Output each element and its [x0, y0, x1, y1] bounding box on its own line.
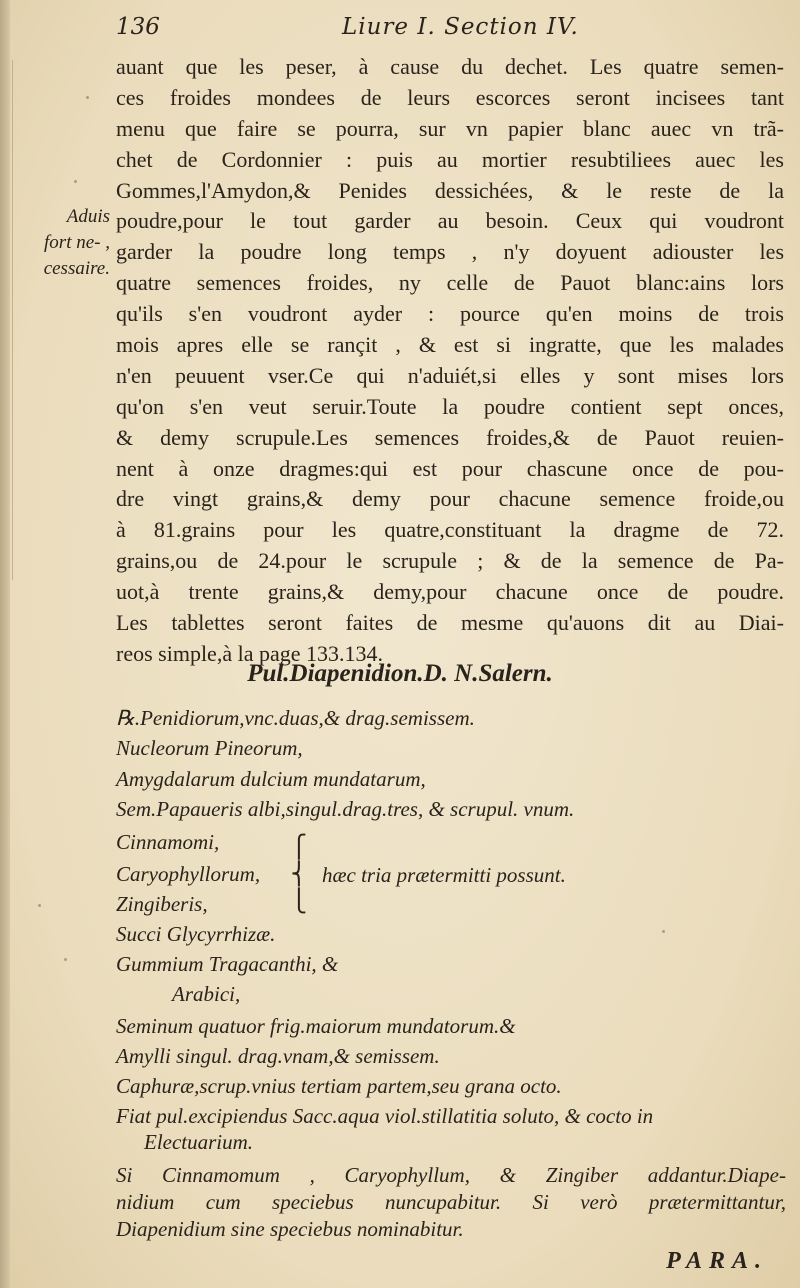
- body-line: reos simple,à la page 133.134.: [116, 640, 383, 666]
- marginal-note: [2, 204, 110, 282]
- marginal-note-line: fort ne- ,: [44, 232, 110, 253]
- ingredient-line: ℞.Penidiorum,vnc.duas,& drag.semissem.: [116, 706, 475, 730]
- ink-speck: [74, 180, 77, 183]
- ingredient-line: Arabici,: [172, 982, 241, 1006]
- body-paragraph: [116, 52, 784, 670]
- ingredient-line: Sem.Papaueris albi,singul.drag.tres, & scrupul. vnum.: [116, 797, 575, 821]
- body-line: grains,ou de 24.pour le scrupule ; & de la semence de Pa-: [116, 548, 784, 574]
- closing-note-line: Diapenidium sine speciebus nominabitur.: [116, 1217, 464, 1241]
- closing-note: [116, 1162, 786, 1243]
- ingredient-line: Fiat pul.excipiendus Sacc.aqua viol.stillatitia soluto, & cocto in: [116, 1104, 654, 1128]
- body-line: poudre,pour le tout garder au besoin. Ceux qui voudront: [116, 208, 784, 234]
- ingredient-line: Caryophyllorum,: [116, 862, 261, 886]
- page-number: 136: [116, 14, 160, 40]
- ingredient-line: Cinnamomi,: [116, 830, 220, 854]
- catchword: PARA.: [666, 1248, 768, 1274]
- brace-note: hæc tria prætermitti possunt.: [322, 863, 566, 887]
- body-line: menu que faire se pourra, sur vn papier blanc auec vn trã-: [116, 115, 784, 141]
- ingredient-line: Zingiberis,: [116, 892, 208, 916]
- ingredient-line: Amygdalarum dulcium mundatarum,: [116, 767, 426, 791]
- ingredient-line: Electuarium.: [144, 1130, 254, 1154]
- body-line: qu'ils s'en voudront ayder : pource qu'en moins de trois: [116, 301, 784, 327]
- body-line: & demy scrupule.Les semences froides,& de Pauot reuien-: [116, 424, 784, 450]
- ingredient-line: Seminum quatuor frig.maiorum mundatorum.&: [116, 1014, 516, 1038]
- ingredient-line: Nucleorum Pineorum,: [116, 736, 303, 760]
- marginal-note-line: cessaire.: [43, 258, 110, 279]
- ink-speck: [64, 958, 67, 961]
- page-gutter: [0, 0, 10, 1288]
- ingredient-line: Caphuræ,scrup.vnius tertiam partem,seu grana octo.: [116, 1074, 562, 1098]
- body-line: quatre semences froides, ny celle de Pauot blanc:ains lors: [116, 270, 784, 296]
- ink-speck: [662, 930, 665, 933]
- gutter-shadow-line: [12, 60, 13, 580]
- ingredient-line: Amylli singul. drag.vnam,& semissem.: [116, 1044, 440, 1068]
- running-head: Liure I. Section IV.: [342, 14, 579, 40]
- body-line: nent à onze dragmes:qui est pour chascune once de pou-: [116, 455, 784, 481]
- body-line: Les tablettes seront faites de mesme qu'auons dit au Diai-: [116, 610, 784, 636]
- closing-note-line: nidium cum speciebus nuncupabitur. Si verò prætermittantur,: [116, 1190, 786, 1214]
- body-line: chet de Cordonnier : puis au mortier resubtiliees auec les: [116, 146, 784, 172]
- ingredient-line: Gummium Tragacanthi, &: [116, 952, 339, 976]
- body-line: ces froides mondees de leurs escorces seront incisees tant: [116, 84, 784, 110]
- brace-symbol: ⎧ ⎨ ⎩: [290, 835, 308, 914]
- body-line: à 81.grains pour les quatre,constituant la dragme de 72.: [116, 517, 784, 543]
- body-line: auant que les peser, à cause du dechet. Les quatre semen-: [116, 54, 784, 79]
- body-line: mois apres elle se rançit , & est si ingratte, que les malades: [116, 332, 784, 358]
- recipe-title: Pul.Diapenidion.D. N.Salern.: [247, 660, 553, 687]
- body-line: dre vingt grains,& demy pour chacune semence froide,ou: [116, 486, 784, 512]
- marginal-note-line: Aduis: [66, 206, 110, 227]
- closing-note-line: Si Cinnamomum , Caryophyllum, & Zingiber addantur.Diape-: [116, 1163, 786, 1187]
- ink-speck: [86, 96, 89, 99]
- body-line: Gommes,l'Amydon,& Penides dessichées, & le reste de la: [116, 177, 784, 203]
- page-header: [116, 14, 786, 48]
- ink-speck: [38, 904, 41, 907]
- body-line: n'en peuuent vser.Ce qui n'aduiét,si elles y sont mises lors: [116, 362, 784, 388]
- body-line: qu'on s'en veut seruir.Toute la poudre contient sept onces,: [116, 393, 784, 419]
- body-line: uot,à trente grains,& demy,pour chacune once de poudre.: [116, 579, 784, 605]
- ingredient-line: Succi Glycyrrhizæ.: [116, 922, 276, 946]
- body-line: garder la poudre long temps , n'y doyuent adiouster les: [116, 239, 784, 265]
